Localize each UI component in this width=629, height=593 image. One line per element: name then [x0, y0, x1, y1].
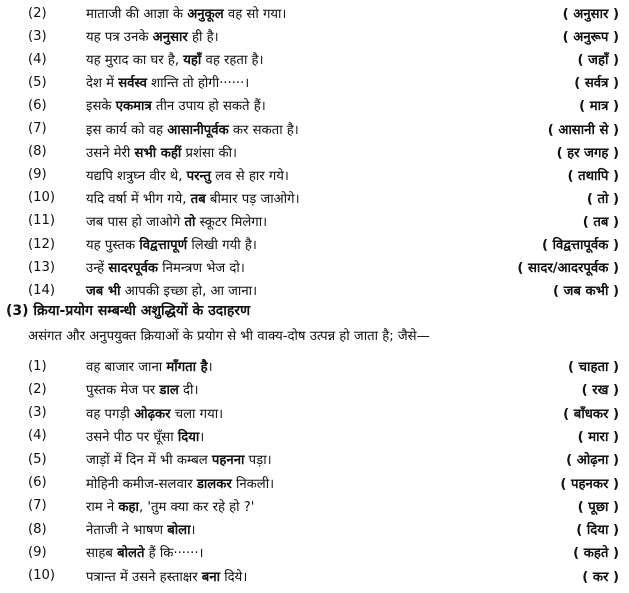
item-number: (5): [28, 451, 47, 467]
incorrect-word: परन्तु: [186, 168, 212, 184]
sentence-text: माताजी की आज्ञा के: [86, 7, 188, 22]
correction-answer: ( अनुरूप ): [562, 30, 619, 46]
sentence-text: चला गया।: [170, 406, 224, 422]
correction-answer: ( तब ): [582, 214, 619, 230]
list-item: [0, 378, 629, 400]
correction-answer: ( मारा ): [577, 429, 619, 445]
list-item: [0, 425, 629, 447]
example-sentence: [86, 567, 247, 585]
correction-answer: ( ओढ़ना ): [566, 453, 619, 469]
correction-answer: ( अनुसार ): [562, 7, 619, 22]
sentence-text: स्कूटर मिलेगा।: [195, 214, 268, 230]
example-sentence: [86, 4, 286, 22]
incorrect-word: सभी कहीं: [134, 145, 182, 161]
example-sentence: [86, 189, 300, 207]
sentence-text: यह पुस्तक: [86, 238, 140, 253]
example-sentence: [86, 212, 267, 230]
sentence-text: साहब: [86, 546, 118, 562]
list-item: [0, 448, 629, 470]
correction-answer: ( जब कभी ): [553, 284, 619, 300]
section-heading: (3) क्रिया-प्रयोग सम्बन्धी अशुद्धियों के उदाहरण: [6, 303, 251, 319]
list-item: [0, 233, 629, 255]
incorrect-word: माँगता है: [166, 360, 208, 375]
correction-answer: ( दिया ): [576, 523, 619, 539]
sentence-text: इस कार्य को वह: [86, 122, 168, 138]
sentence-text: पड़ा।: [244, 453, 272, 469]
correction-answer: ( विद्वत्तापूर्वक ): [541, 238, 619, 253]
item-number: (3): [28, 405, 47, 421]
item-number: (2): [28, 5, 47, 21]
item-number: (4): [28, 51, 47, 67]
correction-answer: ( सर्वत्र ): [574, 76, 619, 92]
sentence-text: निकली।: [231, 476, 275, 492]
example-sentence: [86, 166, 289, 184]
sentence-text: वह पगड़ी: [86, 406, 135, 422]
sentence-text: , 'तुम क्या कर रहे हो ?': [138, 499, 255, 515]
incorrect-word: तब: [190, 191, 206, 207]
list-item: [0, 495, 629, 517]
example-sentence: [86, 96, 266, 114]
list-item: [0, 2, 629, 24]
sentence-text: आपकी इच्छा हो, आ जाना।: [120, 284, 258, 300]
sentence-text: दी।: [178, 383, 199, 399]
incorrect-word: अनुकूल: [187, 7, 224, 22]
item-number: (1): [28, 358, 47, 374]
sentence-text: ।: [190, 523, 196, 539]
sentence-text: नेताजी ने भाषण: [86, 523, 168, 539]
sentence-text: यद्यपि शत्रुघ्न वीर थे,: [86, 168, 187, 184]
sentence-text: वह बाजार जाना: [86, 360, 167, 375]
item-number: (6): [28, 475, 47, 490]
incorrect-word: अनुसार: [152, 30, 188, 46]
incorrect-word: यहाँ: [183, 53, 202, 69]
incorrect-word: डाल: [159, 383, 179, 399]
example-sentence: [86, 120, 299, 138]
sentence-text: मोहिनी कमीज-सलवार: [86, 476, 197, 492]
correction-answer: ( तो ): [586, 191, 619, 207]
correction-answer: ( तथापि ): [567, 168, 619, 184]
sentence-text: प्रशंसा की।: [181, 145, 238, 161]
item-number: (12): [28, 236, 56, 252]
item-number: (9): [28, 167, 47, 183]
sentence-text: ।: [207, 360, 213, 375]
sentence-text: उसने पीठ पर घूँसा: [86, 429, 178, 445]
list-item: [0, 141, 629, 163]
list-item: [0, 518, 629, 540]
incorrect-word: पहनना: [211, 453, 245, 469]
sentence-text: देश में: [86, 76, 119, 92]
incorrect-word: सर्वस्व: [118, 76, 147, 92]
example-sentence: [86, 50, 264, 68]
list-item: [0, 118, 629, 140]
incorrect-word: जब भी: [86, 284, 121, 300]
list-item: [0, 565, 629, 587]
sentence-text: उसने मेरी: [86, 145, 135, 161]
list-item: [0, 164, 629, 186]
sentence-text: यह मुराद का घर है,: [86, 53, 184, 69]
sentence-text: दिये।: [220, 569, 248, 585]
sentence-text: यदि वर्षा में भीग गये,: [86, 191, 191, 207]
item-number: (7): [28, 121, 47, 136]
sentence-text: हैं कि······।: [144, 546, 204, 562]
incorrect-word: डालकर: [196, 476, 232, 492]
incorrect-word: एकमात्र: [115, 99, 152, 115]
item-number: (10): [28, 568, 56, 584]
incorrect-word: विद्वत्तापूर्ण: [139, 238, 188, 253]
example-sentence: [86, 143, 237, 161]
sentence-text: लव से हार गये।: [211, 168, 289, 184]
incorrect-word: तो: [184, 214, 196, 230]
sentence-text: वह रहता है।: [201, 53, 264, 69]
incorrect-word: बोला: [167, 523, 191, 539]
example-sentence: [86, 27, 219, 45]
example-sentence: [86, 543, 204, 561]
item-number: (5): [28, 74, 47, 90]
correction-answer: ( कहते ): [573, 546, 619, 562]
item-number: (8): [28, 521, 47, 537]
example-sentence: [86, 520, 196, 538]
incorrect-word: सादरपूर्वक: [108, 261, 159, 277]
example-sentence: [86, 380, 198, 398]
sentence-text: उन्हें: [86, 261, 109, 277]
correction-answer: ( पूछा ): [577, 499, 619, 515]
item-number: (14): [28, 282, 56, 298]
example-sentence: [86, 474, 274, 492]
correction-answer: ( कर ): [582, 569, 619, 585]
item-number: (4): [28, 428, 47, 444]
sentence-text: ।: [199, 429, 205, 445]
list-item: [0, 71, 629, 93]
sentence-text: लिखी गयी है।: [187, 238, 257, 253]
incorrect-word: कहा: [118, 499, 139, 515]
list-item: [0, 256, 629, 278]
sentence-text: बीमार पड़ जाओगे।: [205, 191, 300, 207]
list-item: [0, 94, 629, 116]
item-number: (2): [28, 381, 47, 397]
sentence-text: ही है।: [187, 30, 219, 46]
list-item: [0, 48, 629, 70]
sentence-text: तीन उपाय हो सकते हैं।: [151, 99, 266, 115]
example-sentence: [86, 73, 249, 91]
correction-answer: ( रख ): [581, 383, 619, 399]
list-item: [0, 541, 629, 563]
sentence-text: जब पास हो जाओगे: [86, 214, 185, 230]
correction-answer: ( हर जगह ): [556, 145, 619, 161]
correction-answer: ( जहाँ ): [577, 53, 619, 69]
correction-answer: ( आसानी से ): [547, 122, 619, 138]
sentence-text: इसके: [86, 99, 116, 115]
example-sentence: [86, 357, 213, 375]
example-sentence: [86, 450, 272, 468]
list-item: [0, 187, 629, 209]
example-sentence: [86, 427, 204, 445]
sentence-text: निमन्त्रण भेज दो।: [158, 261, 245, 277]
correction-answer: ( मात्र ): [579, 99, 619, 115]
incorrect-word: बना: [201, 569, 221, 585]
incorrect-word: बोलते: [117, 546, 145, 562]
list-item: [0, 355, 629, 377]
example-sentence: [86, 497, 254, 515]
example-sentence: [86, 258, 245, 276]
item-number: (6): [28, 97, 47, 113]
item-number: (3): [28, 28, 47, 44]
example-sentence: [86, 404, 223, 422]
sentence-text: यह पत्र उनके: [86, 30, 153, 46]
item-number: (9): [28, 544, 47, 560]
example-sentence: [86, 281, 257, 299]
item-number: (13): [28, 259, 56, 275]
item-number: (8): [28, 144, 47, 160]
sentence-text: जाड़ों में दिन में भी कम्बल: [86, 453, 212, 469]
incorrect-word: ओढ़कर: [134, 406, 171, 422]
item-number: (7): [28, 498, 47, 514]
example-sentence: [86, 235, 257, 253]
correction-answer: ( पहनकर ): [560, 476, 619, 492]
item-number: (10): [28, 190, 56, 206]
sentence-text: राम ने: [86, 499, 119, 515]
sentence-text: पत्रान्त में उसने हस्ताक्षर: [86, 569, 202, 585]
sentence-text: शान्ति तो होगी······।: [146, 76, 250, 92]
sentence-text: वह सो गया।: [223, 7, 287, 22]
intro-paragraph: असंगत और अनुपयुक्त क्रियाओं के प्रयोग से भी वाक्य-दोष उत्पन्न हो जाता है; जैसे—: [28, 329, 430, 344]
list-item: [0, 25, 629, 47]
item-number: (11): [28, 213, 56, 229]
list-item: [0, 279, 629, 301]
incorrect-word: दिया: [177, 429, 200, 445]
list-item: [0, 402, 629, 424]
incorrect-word: आसानीपूर्वक: [167, 122, 229, 138]
list-item: [0, 472, 629, 494]
list-item: [0, 210, 629, 232]
correction-answer: ( चाहता ): [568, 360, 619, 375]
correction-answer: ( सादर/आदरपूर्वक ): [517, 261, 619, 277]
sentence-text: कर सकता है।: [228, 122, 299, 138]
sentence-text: पुस्तक मेज पर: [86, 383, 160, 399]
correction-answer: ( बाँधकर ): [563, 406, 619, 422]
